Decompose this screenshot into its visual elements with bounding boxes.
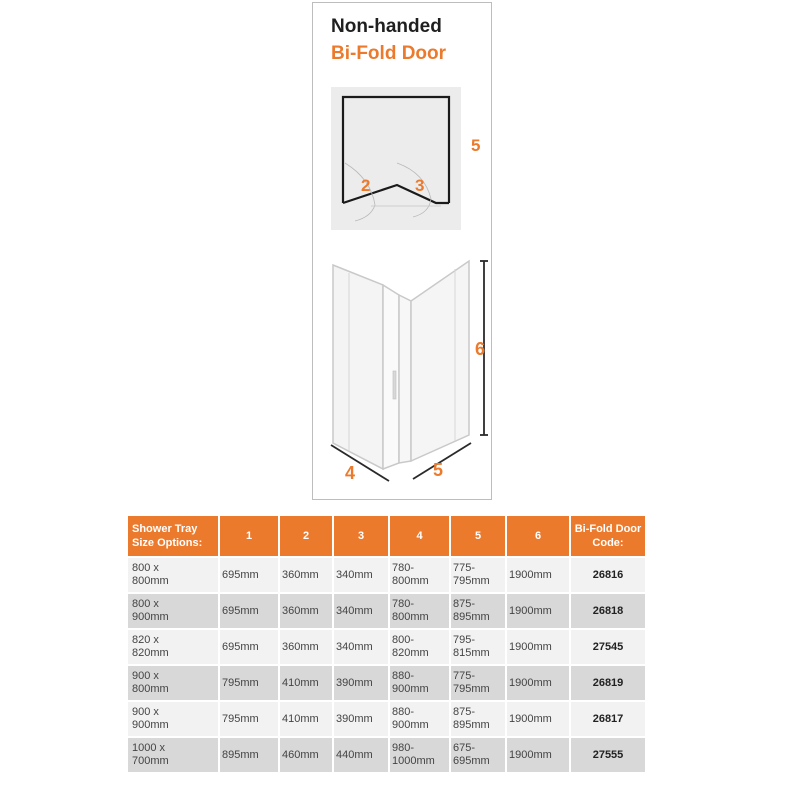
cell-dim-6: 1900mm xyxy=(507,666,569,700)
cell-dim-4 xyxy=(390,738,449,772)
cell-dim-5-line2: 695mm xyxy=(453,755,490,767)
plan-label-2: 2 xyxy=(361,176,371,195)
cell-dim-4-line2: 900mm xyxy=(392,683,429,695)
cell-size-line1: 1000 x xyxy=(132,742,166,754)
cell-dim-2: 410mm xyxy=(280,666,332,700)
elev-door-panel-right xyxy=(399,295,411,463)
cell-size-line2: 700mm xyxy=(132,755,169,767)
cell-dim-5-line1: 795- xyxy=(453,634,476,646)
cell-door-code: 26816 xyxy=(571,558,645,592)
cell-door-code: 27555 xyxy=(571,738,645,772)
elev-fixed-panel xyxy=(333,265,383,469)
cell-dim-4-line2: 900mm xyxy=(392,719,429,731)
cell-dim-4-line2: 800mm xyxy=(392,575,429,587)
cell-size-line1: 900 x xyxy=(132,706,159,718)
cell-dim-4-line1: 780- xyxy=(392,598,415,610)
elev-label-4: 4 xyxy=(345,463,356,483)
cell-dim-1: 695mm xyxy=(220,630,278,664)
product-subtitle: Bi-Fold Door xyxy=(331,43,447,64)
cell-dim-6: 1900mm xyxy=(507,558,569,592)
cell-dim-1: 795mm xyxy=(220,702,278,736)
header-door-code-line1: Bi-Fold Door xyxy=(574,523,642,535)
cell-dim-6: 1900mm xyxy=(507,738,569,772)
cell-dim-5 xyxy=(451,702,505,736)
elev-door-handle xyxy=(393,371,396,399)
cell-door-code: 27545 xyxy=(571,630,645,664)
cell-dim-4-line1: 780- xyxy=(392,562,415,574)
cell-dim-4 xyxy=(390,558,449,592)
header-tray-size-line1: Shower Tray xyxy=(132,523,198,535)
cell-door-code: 26819 xyxy=(571,666,645,700)
cell-dim-1: 695mm xyxy=(220,558,278,592)
cell-dim-4 xyxy=(390,702,449,736)
table-row xyxy=(128,702,645,736)
cell-size-line2: 800mm xyxy=(132,683,169,695)
cell-dim-2: 460mm xyxy=(280,738,332,772)
cell-dim-3: 390mm xyxy=(334,666,388,700)
cell-dim-6: 1900mm xyxy=(507,630,569,664)
cell-dim-5-line2: 895mm xyxy=(453,719,490,731)
cell-dim-2: 360mm xyxy=(280,630,332,664)
cell-size-line2: 800mm xyxy=(132,575,169,587)
cell-size-line1: 820 x xyxy=(132,634,159,646)
cell-dim-4 xyxy=(390,630,449,664)
plan-label-3: 3 xyxy=(415,176,425,195)
table-row xyxy=(128,630,645,664)
cell-size-line2: 820mm xyxy=(132,647,169,659)
cell-dim-5-line1: 775- xyxy=(453,562,476,574)
elev-side-panel xyxy=(411,261,469,461)
cell-door-code: 26818 xyxy=(571,594,645,628)
header-col-6: 6 xyxy=(507,516,569,556)
cell-dim-6: 1900mm xyxy=(507,702,569,736)
cell-dim-4-line2: 1000mm xyxy=(392,755,435,767)
specification-table xyxy=(126,514,647,774)
table-row xyxy=(128,594,645,628)
cell-dim-3: 340mm xyxy=(334,558,388,592)
cell-dim-4-line1: 980- xyxy=(392,742,415,754)
header-door-code xyxy=(571,516,645,556)
cell-size-line1: 900 x xyxy=(132,670,159,682)
cell-size xyxy=(128,738,218,772)
header-col-5: 5 xyxy=(451,516,505,556)
cell-dim-5-line1: 675- xyxy=(453,742,476,754)
cell-dim-4-line1: 800- xyxy=(392,634,415,646)
cell-dim-5-line1: 875- xyxy=(453,598,476,610)
product-title: Non-handed xyxy=(331,16,442,37)
header-col-3: 3 xyxy=(334,516,388,556)
cell-dim-4-line1: 880- xyxy=(392,706,415,718)
cell-dim-5 xyxy=(451,630,505,664)
product-panel xyxy=(312,2,492,500)
cell-dim-5-line2: 815mm xyxy=(453,647,490,659)
cell-size xyxy=(128,558,218,592)
elev-label-6: 6 xyxy=(475,339,486,359)
table-row xyxy=(128,666,645,700)
cell-dim-5-line1: 875- xyxy=(453,706,476,718)
cell-dim-1: 795mm xyxy=(220,666,278,700)
cell-dim-5 xyxy=(451,594,505,628)
header-tray-size xyxy=(128,516,218,556)
cell-size xyxy=(128,702,218,736)
cell-dim-1: 895mm xyxy=(220,738,278,772)
cell-dim-6: 1900mm xyxy=(507,594,569,628)
cell-size xyxy=(128,666,218,700)
cell-size-line2: 900mm xyxy=(132,719,169,731)
plan-background xyxy=(331,87,461,230)
plan-label-5: 5 xyxy=(471,136,481,155)
cell-dim-4 xyxy=(390,594,449,628)
cell-dim-5 xyxy=(451,558,505,592)
table-header-row xyxy=(128,516,645,556)
cell-size xyxy=(128,630,218,664)
cell-size-line1: 800 x xyxy=(132,562,159,574)
cell-dim-2: 360mm xyxy=(280,594,332,628)
cell-dim-5-line2: 795mm xyxy=(453,575,490,587)
elevation-diagram xyxy=(327,255,493,487)
cell-dim-4-line1: 880- xyxy=(392,670,415,682)
cell-dim-2: 360mm xyxy=(280,558,332,592)
cell-dim-3: 440mm xyxy=(334,738,388,772)
cell-dim-5-line1: 775- xyxy=(453,670,476,682)
elev-label-5: 5 xyxy=(433,460,444,480)
cell-size xyxy=(128,594,218,628)
cell-dim-4-line2: 800mm xyxy=(392,611,429,623)
cell-dim-1: 695mm xyxy=(220,594,278,628)
cell-dim-5 xyxy=(451,666,505,700)
cell-dim-3: 390mm xyxy=(334,702,388,736)
cell-dim-5 xyxy=(451,738,505,772)
table-row xyxy=(128,558,645,592)
cell-dim-3: 340mm xyxy=(334,594,388,628)
cell-dim-4 xyxy=(390,666,449,700)
cell-dim-2: 410mm xyxy=(280,702,332,736)
cell-size-line1: 800 x xyxy=(132,598,159,610)
cell-dim-5-line2: 895mm xyxy=(453,611,490,623)
header-door-code-line2: Code: xyxy=(592,537,624,549)
cell-door-code: 26817 xyxy=(571,702,645,736)
cell-size-line2: 900mm xyxy=(132,611,169,623)
header-col-1: 1 xyxy=(220,516,278,556)
cell-dim-3: 340mm xyxy=(334,630,388,664)
plan-diagram xyxy=(331,87,481,232)
header-tray-size-line2: Size Options: xyxy=(132,537,203,549)
cell-dim-5-line2: 795mm xyxy=(453,683,490,695)
table-row xyxy=(128,738,645,772)
header-col-2: 2 xyxy=(280,516,332,556)
elev-door-panel-left xyxy=(383,285,399,469)
header-col-4: 4 xyxy=(390,516,449,556)
cell-dim-4-line2: 820mm xyxy=(392,647,429,659)
